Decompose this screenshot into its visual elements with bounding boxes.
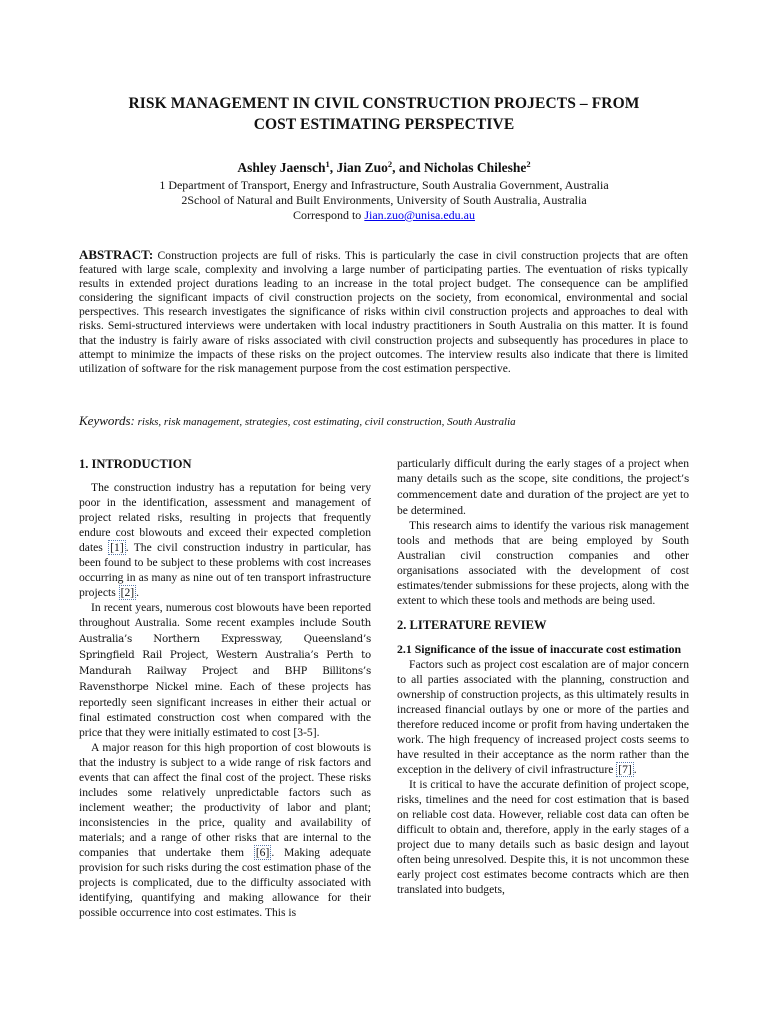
- paper-title: [60, 93, 708, 135]
- affiliation-1: 1 Department of Transport, Energy and Infrastructure, South Australia Government, Australia: [159, 178, 609, 192]
- email-link[interactable]: Jian.zuo@unisa.edu.au: [364, 208, 476, 222]
- right-column: [397, 456, 689, 897]
- paragraph-text: . The civil construction industry in particular, has been found to be subject to these problems with cost increases occurring in as many as nine out of ten transport infrastructure projects: [79, 541, 371, 599]
- paragraph-text: and BHP: [237, 664, 323, 677]
- paragraph-text: Factors such as project cost escalation are of major concern to all parties associated with the planning, construction and ownership of construction projects, as this ultimately results in increased financial outlays by one or more of the parties and therefore reduced income or profit from having undertaken the work. The high frequency of increased project costs seems to have resulted in their acceptance as the norm rather than the exception in the delivery of civil infrastructure: [397, 658, 689, 776]
- author-separator: , and: [392, 160, 425, 175]
- paragraph: [79, 480, 371, 600]
- keywords: [79, 413, 699, 429]
- paragraph-text: projects has reportedly seen significant increases in either their actual or final estimated construction cost when compared with the price that they were initially estimated to cost [3-5].: [79, 680, 371, 739]
- author-affil-mark: 2: [387, 159, 393, 169]
- keywords-label: Keywords:: [79, 413, 135, 428]
- paragraph-text: particularly difficult during the early stages of a project when many details such as the scope, site conditions, the: [397, 457, 689, 485]
- keywords-text: risks, risk management, strategies, cost estimating, civil construction, South Australia: [134, 416, 516, 428]
- paragraph: [397, 456, 689, 518]
- section-heading-introduction: 1. INTRODUCTION: [79, 457, 192, 471]
- left-column: [79, 456, 371, 920]
- paragraph: [79, 740, 371, 920]
- paragraph-text: project’s commencement date and duration of the project: [397, 473, 689, 501]
- title-line-1: RISK MANAGEMENT IN CIVIL CONSTRUCTION PROJECTS – FROM: [128, 95, 640, 112]
- paragraph: [79, 600, 371, 740]
- paragraph-text: The construction industry has a reputation for being very poor in the identification, assessment and management of project related risks, resulting in projects that frequently endure cost blowouts and exceed their expected completion dates: [79, 481, 371, 554]
- author-name: Jian Zuo: [336, 160, 388, 175]
- citation-link[interactable]: [2]: [120, 586, 135, 599]
- paragraph: It is critical to have the accurate definition of project scope, risks, timelines and the need for cost estimation that is based on reliable cost data. However, reliable cost data can often be difficult to obtain and, therefore, apply in the early stages of a project due to many details such as basic design and layout often being unresolved. Despite this, it is not uncommon these early project cost estimates become contracts which are then translated into budgets,: [397, 778, 689, 896]
- paragraph-text: Each of these: [229, 681, 306, 693]
- paragraph-text: In recent years, numerous cost blowouts have been reported throughout Australia. Some recent examples: [79, 601, 371, 629]
- paragraph-text: .: [633, 763, 637, 776]
- paragraph: [397, 657, 689, 777]
- paragraph-text: A major reason for this high proportion of cost blowouts is that the industry is subject to a wide range of risk factors and events that can affect the final cost of the project. These risks includes some relatively unpredictable factors such as inclement weather; the productivity of labor and plant; inconsistencies in the price, quality and availability of materials; and a range of other risks that are internal to the companies that undertake them: [79, 741, 371, 859]
- paragraph-text: Billitons’s Ravensthorpe Nickel mine: [79, 665, 371, 693]
- author-separator: ,: [329, 160, 337, 175]
- author-list: [0, 156, 768, 176]
- section-heading-literature-review: 2. LITERATURE REVIEW: [397, 618, 547, 632]
- citation-link[interactable]: [6]: [255, 846, 270, 859]
- affiliation-2: 2School of Natural and Built Environments, University of South Australia, Australia: [181, 193, 587, 207]
- paragraph-text: include South Australia’s Northern Expressway, Queensland’s Springfield Rail Project, Western Australia’s Perth to Mandurah Railway Project: [79, 617, 371, 677]
- paragraph-text: are yet to be determined.: [397, 488, 689, 517]
- abstract: [79, 248, 688, 376]
- abstract-label: ABSTRACT:: [79, 247, 154, 262]
- citation-link[interactable]: [7]: [618, 763, 632, 776]
- author-name: Ashley Jaensch: [237, 160, 326, 175]
- title-line-2: COST ESTIMATING PERSPECTIVE: [253, 116, 515, 133]
- correspond-label: Correspond to: [292, 208, 365, 222]
- subsection-heading: 2.1 Significance of the issue of inaccurate cost estimation: [397, 642, 682, 656]
- paragraph-text: .: [136, 586, 140, 599]
- paragraph: This research aims to identify the various risk management tools and methods that are being employed by South Australian civil construction companies and other organisations associated with the development of cost estimates/tender submissions for these projects, along with the extent to which these tools and methods are being used.: [397, 519, 689, 607]
- correspondence: [0, 208, 768, 223]
- author-name: Nicholas Chileshe: [424, 160, 527, 175]
- citation-link[interactable]: [1]: [110, 541, 124, 554]
- paragraph-text: . Making adequate provision for such risks during the cost estimation phase of the projects is complicated, due to the difficulty associated with identifying, quantifying and making allowance for their possible occurrence into cost estimates. This is: [79, 846, 371, 919]
- abstract-text: Construction projects are full of risks. This is particularly the case in civil construction projects that are often featured with large scale, complexity and involving a large number of participating parties. The eventuation of risks typically results in extended project durations leading to an increase in the total project budget. The consequence can be amplified considering the significant impacts of civil construction projects on the society, from economical, environmental and social perspectives. This research investigates the significance of risks within civil construction projects and approaches to deal with risks. Semi-structured interviews were undertaken with local industry practitioners in South Australia on this matter. It is found that the industry is fairly aware of risks associated with civil construction projects and subsequently has procedures in place to attempt to minimize the impacts of these risks on the project outcomes. The interview results also indicate that there is limited utilization of software for the risk management purpose from the cost estimation perspective.: [79, 249, 688, 375]
- author-affil-mark: 1: [325, 159, 330, 169]
- author-affil-mark: 2: [526, 159, 531, 169]
- paragraph-text: .: [219, 680, 230, 693]
